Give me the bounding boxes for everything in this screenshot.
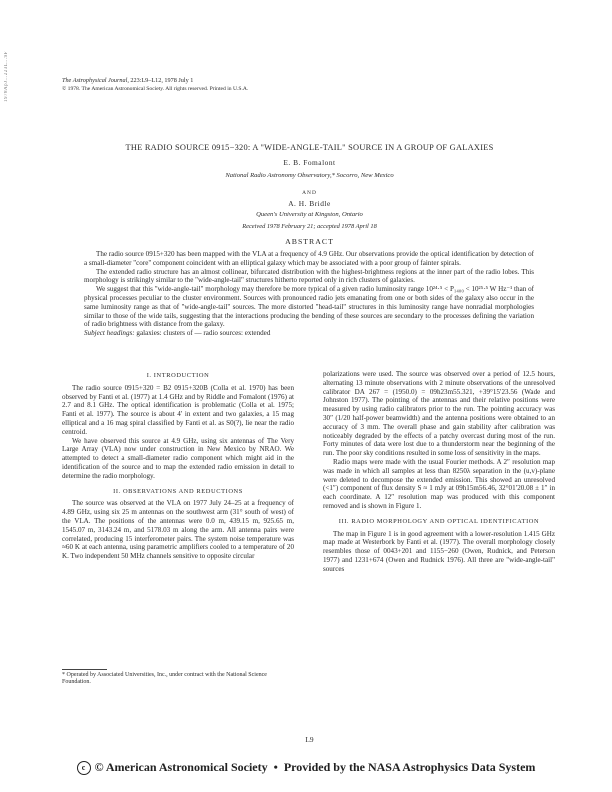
abstract-paragraph-1: The radio source 0915+320 has been mapped with the VLA at a frequency of 4.9 GHz. Our observations provide the optical identification by detection of a small-diameter "core" component coincident with an elliptical galaxy which may be associated with a poor group of fainter spirals. xyxy=(84,250,534,267)
ads-separator: • xyxy=(273,760,278,774)
left-column xyxy=(62,370,294,561)
abstract-paragraph-3: We suggest that this "wide-angle-tail" morphology may therefore be more typical of a given radio luminosity range 10²⁴·⁵ < P₁₄₀₀ < 10²⁵·⁵ W Hz⁻¹ than of physical processes peculiar to the cluster environment. Sources with pronounced radio jets emanating from one or both sides of the galaxy also occur in the same luminosity range as that of "wide-angle-tail" sources. The more distorted "head-tail" structures in this luminosity range have nonradial morphologies similar to those of the wide tails, suggesting that the interactions producing the bending of these sources are secondary to the processes defining the variation of radio brightness with distance from the galaxy. xyxy=(84,285,534,329)
right-column xyxy=(323,370,555,574)
ads-footer xyxy=(20,760,592,775)
ads-logo-icon: c xyxy=(77,761,91,775)
bibcode-margin-note: 1978ApJ...223L...9F xyxy=(4,51,9,102)
author-conjunction: AND xyxy=(302,190,317,196)
observations-paragraph-1: The source was observed at the VLA on 1977 July 24–25 at a frequency of 4.89 GHz, using six 25 m antennas on the southwest arm (31° south of west) of the VLA. The positions of the antennas were 0.0 m, 439.15 m, 925.65 m, 1545.07 m, 3143.24 m, and 5178.03 m along the arm. All antenna pairs were correlated, producing 15 interferometer pairs. The system noise temperature was ≈60 K at each antenna, using parametric amplifiers cooled to a temperature of 20 K. Two independent 50 MHz channels sensitive to opposite circular xyxy=(62,499,294,561)
journal-volume-pages: , 223:L9–L12, 1978 July 1 xyxy=(127,77,194,84)
paper-title: THE RADIO SOURCE 0915−320: A "WIDE-ANGLE-TAIL" SOURCE IN A GROUP OF GALAXIES xyxy=(125,143,494,152)
affiliation-2: Queen's University at Kingston, Ontario xyxy=(256,211,363,218)
section-2-heading: II. OBSERVATIONS AND REDUCTIONS xyxy=(113,487,243,495)
observations-paragraph-2: polarizations were used. The source was observed over a period of 12.5 hours, alternating 13 minute observations with 2 minute observations of the unresolved calibrator DA 267 = (1950.0) = 09h23m55.321, +39°15′23.56 (Wade and Johnston 1977). The pointing of the antennas and their relative positions were measured by using radio calibrators prior to the run. The pointing accuracy was 30″ (1/20 half-power beamwidth) and the antenna positions were obtained to an accuracy of 3 mm. The overall phase and gain stability after calibration was noticeably degraded by the effects of a patchy overcast during most of the run. Forty minutes of data were lost due to a thunderstorm near the beginning of the run. The poor sky conditions resulted in some loss of sensitivity in the maps. xyxy=(323,370,555,458)
copyright-line: © 1978. The American Astronomical Society. All rights reserved. Printed in U.S.A. xyxy=(62,86,249,92)
section-3-heading: III. RADIO MORPHOLOGY AND OPTICAL IDENTIFICATION xyxy=(338,517,540,525)
abstract-heading: ABSTRACT xyxy=(285,237,334,246)
observations-paragraph-3: Radio maps were made with the usual Fourier methods. A 2″ resolution map was made in which all samples at less than 8250λ separation in the (u,v)-plane were deleted to decompose the extended emission. This showed an unresolved (<1″) component of flux density S ≈ 1 mJy at 09h15m56.46, 32°01′20.08 ± 1″ in each coordinate. A 12″ resolution map was produced with this component removed and is shown in Figure 1. xyxy=(323,457,555,510)
author-2: A. H. Bridle xyxy=(288,199,331,208)
journal-name: The Astrophysical Journal xyxy=(62,77,128,84)
page-number: L9 xyxy=(305,735,314,744)
abstract-paragraph-2: The extended radio structure has an almost collinear, bifurcated distribution with the highest-brightness regions at the inner part of the radio lobes. This morphology is strikingly similar to the "wide-angle-tail" structures hitherto reported only in rich clusters of galaxies. xyxy=(84,267,534,285)
subject-headings-label: Subject headings: xyxy=(84,329,135,338)
received-dates: Received 1978 February 21; accepted 1978 April 18 xyxy=(242,223,377,230)
ads-society-text: © American Astronomical Society xyxy=(94,760,268,774)
ads-provider-text: Provided by the NASA Astrophysics Data System xyxy=(283,760,536,774)
affiliation-1: National Radio Astronomy Observatory,* Socorro, New Mexico xyxy=(225,172,394,179)
abstract-body xyxy=(84,250,534,338)
section-1-heading: I. INTRODUCTION xyxy=(146,372,210,379)
footnote-divider xyxy=(62,669,107,670)
intro-paragraph-2: We have observed this source at 4.9 GHz, using six antennas of The Very Large Array (VLA) now under construction in New Mexico by NRAO. We attempted to detect a small-diameter radio component which might aid in the identification of the source and to map the extended radio emission in detail to determine the radio morphology. xyxy=(62,436,294,480)
subject-headings xyxy=(84,329,534,338)
subject-headings-text: galaxies: clusters of — radio sources: extended xyxy=(134,329,271,338)
footnote: * Operated by Associated Universities, Inc., under contract with the National Science Foundation. xyxy=(62,672,267,686)
author-1: E. B. Fomalont xyxy=(283,158,336,167)
journal-citation xyxy=(62,77,362,85)
intro-paragraph-1: The radio source 0915+320 = B2 0915+320B (Colla et al. 1970) has been observed by Fanti et al. (1977) at 1.4 GHz and by Riddle and Fomalont (1976) at 2.7 and 8.1 GHz. The optical identification is problematic (Colla et al. 1975; Fanti et al. 1977). The source is about 4′ in extent and two galaxies, a 15 mag elliptical and a 16 mag spiral classified by Fanti et al. as S0(?), lie near the radio centroid. xyxy=(62,383,294,436)
morphology-paragraph-1: The map in Figure 1 is in good agreement with a lower-resolution 1.415 GHz map made at Westerbork by Fanti et al. (1977). The overall morphology closely resembles those of 0043+201 and 1155−260 (Owen, Rudnick, and Peterson 1977) and 1231+674 (Owen and Rudnick 1976). All three are "wide-angle-tail" sources xyxy=(323,529,555,573)
